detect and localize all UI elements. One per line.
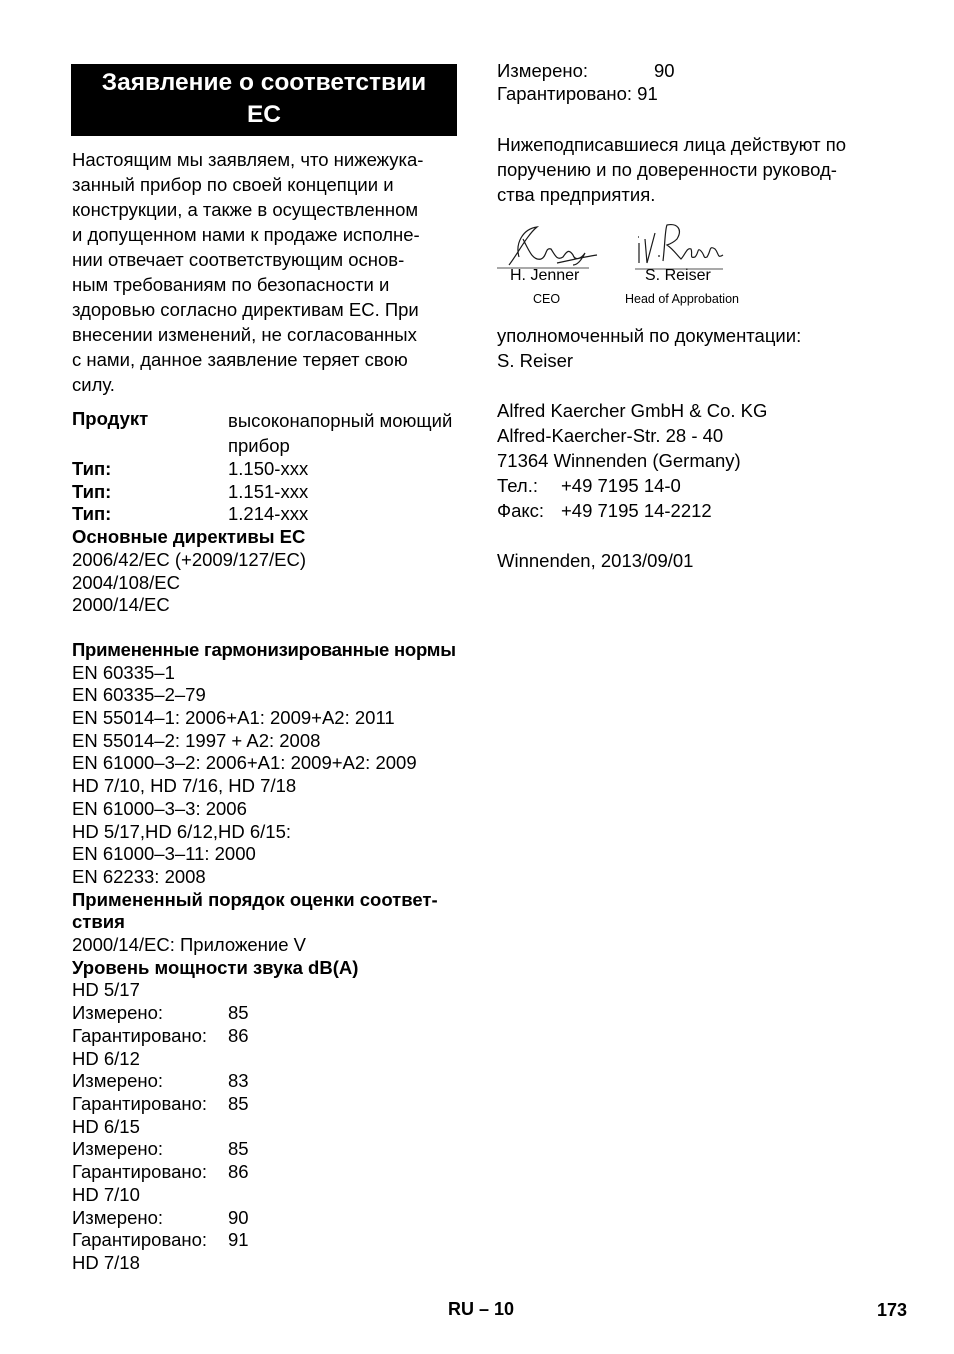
signatory-name: S. Reiser: [645, 267, 711, 285]
type-value: 1.214-xxx: [228, 503, 309, 525]
guaranteed-value: 85: [228, 1092, 249, 1114]
intro-line: занный прибор по своей концепции и: [72, 174, 394, 195]
guaranteed-row: [72, 1161, 482, 1184]
address-block: [497, 398, 897, 523]
intro-line: здоровью согласно директивам ЕС. При: [72, 299, 419, 320]
sound-model: HD 6/15: [72, 1115, 140, 1137]
left-column: [72, 64, 482, 1275]
conformity-value: 2000/14/EC: Приложение V: [72, 934, 306, 956]
intro-line: ным требованиям по безопасности и: [72, 274, 390, 295]
title-line-1: Заявление о соответствии: [101, 69, 427, 96]
guaranteed-value: 91: [228, 1229, 249, 1251]
signatory-name: H. Jenner: [510, 267, 580, 285]
intro-line: Настоящим мы заявляем, что нижежука-: [72, 149, 424, 170]
directive-item: 2006/42/EC (+2009/127/EC): [72, 548, 306, 570]
directives-heading: Основные директивы ЕС: [72, 526, 306, 548]
signatories-line: Нижеподписавшиеся лица действуют по: [497, 134, 846, 156]
measured-label: Измерено:: [72, 1070, 164, 1092]
phone-value: +49 7195 14-0: [561, 475, 681, 497]
measured-value: 85: [228, 1138, 249, 1160]
norm-item: EN 55014–1: 2006+A1: 2009+A2: 2011: [72, 707, 395, 729]
guaranteed-value: 91: [637, 82, 658, 104]
intro-line: и допущенном нами к продаже исполне-: [72, 224, 420, 245]
norm-item: EN 61000–3–11: 2000: [72, 843, 256, 865]
intro-line: силу.: [72, 374, 115, 395]
company-name: Alfred Kaercher GmbH & Co. KG: [497, 400, 768, 422]
product-row: [72, 408, 482, 458]
signatories-line: ства предприятия.: [497, 184, 656, 206]
guaranteed-label: Гарантировано:: [72, 1024, 208, 1046]
guaranteed-row: [72, 1229, 482, 1252]
spacer: [497, 523, 897, 548]
conformity-heading-line: Примененный порядок оценки соответ-: [72, 888, 438, 910]
measured-label: Измерено:: [72, 1206, 164, 1228]
intro-line: внесении изменений, не согласованных: [72, 324, 417, 345]
norm-item: EN 61000–3–2: 2006+A1: 2009+A2: 2009: [72, 752, 417, 774]
measured-row: [497, 60, 897, 83]
signatory-role: Head of Approbation: [625, 292, 739, 307]
footer-language-code: RU – 10: [448, 1299, 515, 1319]
spacer: [497, 373, 897, 398]
type-row: [72, 503, 482, 526]
norms-heading: Примененные гармонизированные нормы: [72, 638, 456, 660]
norm-item: HD 7/10, HD 7/16, HD 7/18: [72, 775, 297, 797]
measured-value: 90: [654, 60, 675, 81]
company-street: Alfred-Kaercher-Str. 28 - 40: [497, 425, 724, 447]
page-number: 173: [877, 1300, 908, 1320]
guaranteed-value: 86: [228, 1024, 249, 1046]
spacer: [72, 617, 482, 639]
type-row: [72, 481, 482, 504]
guaranteed-label: Гарантировано:: [72, 1092, 208, 1114]
sound-model: HD 6/12: [72, 1047, 140, 1069]
right-column: [497, 60, 897, 573]
intro-line: нии отвечает соответствующим основ-: [72, 249, 405, 270]
norm-item: EN 62233: 2008: [72, 865, 206, 887]
sound-model: HD 7/18: [72, 1251, 140, 1273]
sound-model: HD 7/10: [72, 1183, 140, 1205]
fax-label: Факс:: [497, 500, 545, 522]
place-date: Winnenden, 2013/09/01: [497, 550, 694, 572]
measured-row: [72, 1070, 482, 1093]
documentation-line: S. Reiser: [497, 350, 574, 372]
signatories-paragraph: [497, 132, 897, 207]
guaranteed-row: [497, 83, 897, 106]
intro-paragraph: [72, 147, 482, 397]
guaranteed-row: [72, 1025, 482, 1048]
product-value-line: прибор: [228, 435, 290, 456]
conformity-heading-line: ствия: [72, 911, 125, 933]
signatories-line: поручению и по доверенности руковод-: [497, 159, 837, 181]
phone-label: Тел.:: [497, 475, 539, 497]
sound-model: HD 5/17: [72, 979, 140, 1001]
product-value: [228, 408, 482, 458]
product-label: Продукт: [72, 408, 149, 429]
type-value: 1.151-xxx: [228, 480, 309, 502]
measured-row: [72, 1002, 482, 1025]
norm-item: EN 60335–1: [72, 661, 175, 683]
spacer: [497, 105, 897, 132]
product-value-line: высоконапорный моющий: [228, 410, 453, 431]
norm-item: EN 60335–2–79: [72, 684, 206, 706]
type-label: Тип:: [72, 480, 112, 502]
signatory-role: CEO: [533, 292, 561, 307]
intro-line: конструкции, а также в осуществленном: [72, 199, 419, 220]
norm-item: EN 55014–2: 1997 + A2: 2008: [72, 729, 321, 751]
phone-row: [497, 473, 897, 498]
type-row: [72, 458, 482, 481]
measured-value: 90: [228, 1206, 249, 1228]
measured-label: Измерено:: [72, 1138, 164, 1160]
measured-row: [72, 1138, 482, 1161]
directive-item: 2000/14/EC: [72, 594, 170, 616]
intro-line: с нами, данное заявление теряет свою: [72, 349, 408, 370]
spec-block: [72, 408, 482, 1275]
norm-item: EN 61000–3–3: 2006: [72, 797, 247, 819]
type-label: Тип:: [72, 458, 112, 479]
guaranteed-value: 86: [228, 1161, 249, 1183]
guaranteed-label: Гарантировано:: [497, 82, 633, 104]
measured-label: Измерено:: [497, 60, 589, 81]
type-label: Тип:: [72, 503, 112, 525]
measured-value: 85: [228, 1002, 249, 1024]
fax-row: [497, 498, 897, 523]
documentation-line: уполномоченный по документации:: [497, 325, 802, 347]
norm-item: HD 5/17,HD 6/12,HD 6/15:: [72, 820, 292, 842]
measured-value: 83: [228, 1070, 249, 1092]
guaranteed-label: Гарантировано:: [72, 1229, 208, 1251]
guaranteed-label: Гарантировано:: [72, 1161, 208, 1183]
sound-heading: Уровень мощности звука dB(A): [72, 956, 359, 978]
company-city: 71364 Winnenden (Germany): [497, 450, 741, 472]
declaration-title: [71, 64, 457, 136]
measured-label: Измерено:: [72, 1002, 164, 1024]
title-line-2: ЕС: [246, 101, 282, 128]
fax-value: +49 7195 14-2212: [561, 500, 712, 522]
measured-row: [72, 1207, 482, 1230]
signature-block: [497, 221, 897, 321]
guaranteed-row: [72, 1093, 482, 1116]
type-value: 1.150-xxx: [228, 458, 309, 479]
directive-item: 2004/108/EC: [72, 571, 181, 593]
documentation-block: [497, 323, 897, 373]
